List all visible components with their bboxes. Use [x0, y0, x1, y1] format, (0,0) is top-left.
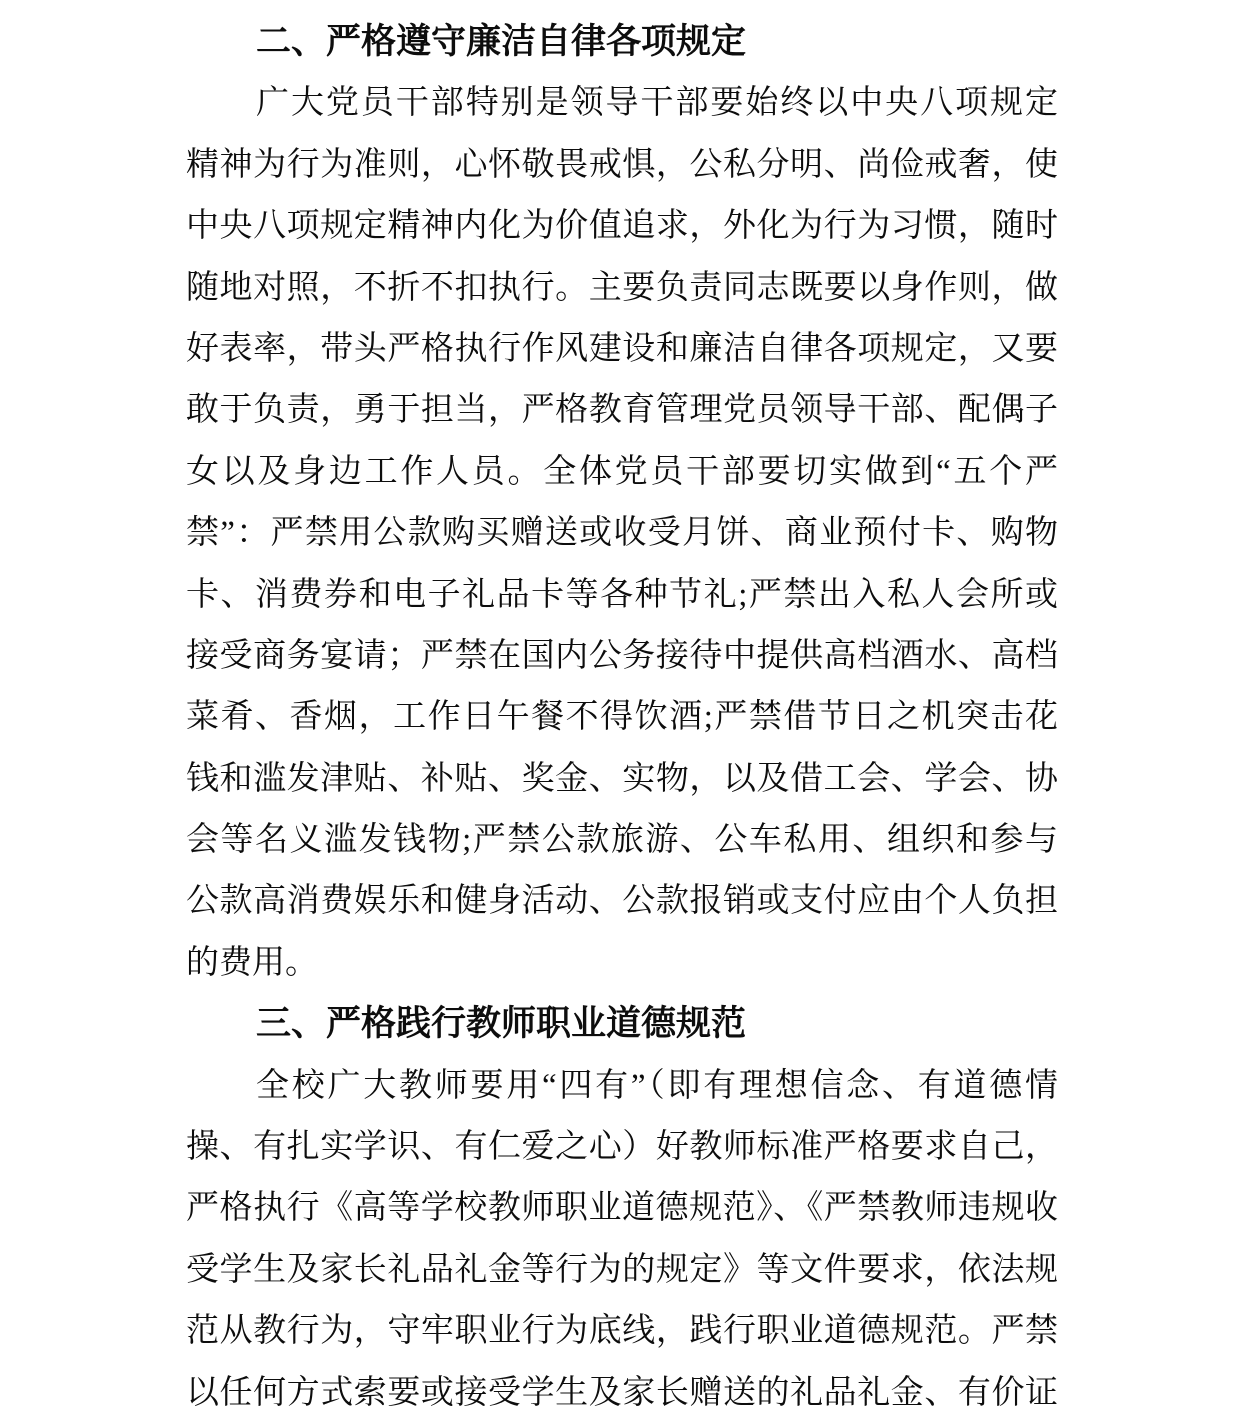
paragraph-line: 操、有扎实学识、有仁爱之心）好教师标准严格要求自己， [186, 1129, 1058, 1166]
paragraph-line: 以任何方式索要或接受学生及家长赠送的礼品礼金、有价证 [186, 1374, 1058, 1411]
paragraph-line: 受学生及家长礼品礼金等行为的规定》等文件要求，依法规 [186, 1251, 1058, 1288]
paragraph-line: 公款高消费娱乐和健身活动、公款报销或支付应由个人负担 [186, 883, 1058, 920]
section-heading: 二、严格遵守廉洁自律各项规定 [256, 22, 747, 62]
document-content [186, 12, 1058, 1424]
paragraph-line: 的费用。 [186, 944, 318, 981]
paragraph-line: 范从教行为，守牢职业行为底线，践行职业道德规范。严禁 [186, 1313, 1058, 1350]
section-heading: 三、严格践行教师职业道德规范 [256, 1004, 747, 1045]
paragraph-line: 随地对照，不折不扣执行。主要负责同志既要以身作则，做 [186, 269, 1058, 306]
paragraph-line: 好表率，带头严格执行作风建设和廉洁自律各项规定，又要 [186, 330, 1058, 367]
paragraph-line: 严格执行《高等学校教师职业道德规范》、《严禁教师违规收 [186, 1190, 1058, 1227]
paragraph-line: 全校广大教师要用“四有”（即有理想信念、有道德情 [256, 1067, 1058, 1104]
paragraph-line: 会等名义滥发钱物;严禁公款旅游、公车私用、组织和参与 [186, 822, 1058, 859]
paragraph-line: 女以及身边工作人员。全体党员干部要切实做到“五个严 [186, 453, 1058, 490]
paragraph-line: 中央八项规定精神内化为价值追求，外化为行为习惯，随时 [186, 208, 1058, 245]
paragraph-line: 禁”：严禁用公款购买赠送或收受月饼、商业预付卡、购物 [186, 515, 1058, 552]
paragraph-line: 接受商务宴请；严禁在国内公务接待中提供高档酒水、高档 [186, 637, 1058, 674]
paragraph-line: 卡、消费券和电子礼品卡等各种节礼;严禁出入私人会所或 [186, 576, 1058, 613]
paragraph-line: 菜肴、香烟，工作日午餐不得饮酒;严禁借节日之机突击花 [186, 699, 1058, 736]
paragraph-line: 敢于负责，勇于担当，严格教育管理党员领导干部、配偶子 [186, 392, 1058, 429]
paragraph-line: 精神为行为准则，心怀敬畏戒惧，公私分明、尚俭戒奢，使 [186, 146, 1058, 183]
paragraph-line: 钱和滥发津贴、补贴、奖金、实物，以及借工会、学会、协 [186, 760, 1058, 797]
paragraph-line: 广大党员干部特别是领导干部要始终以中央八项规定 [256, 85, 1058, 122]
